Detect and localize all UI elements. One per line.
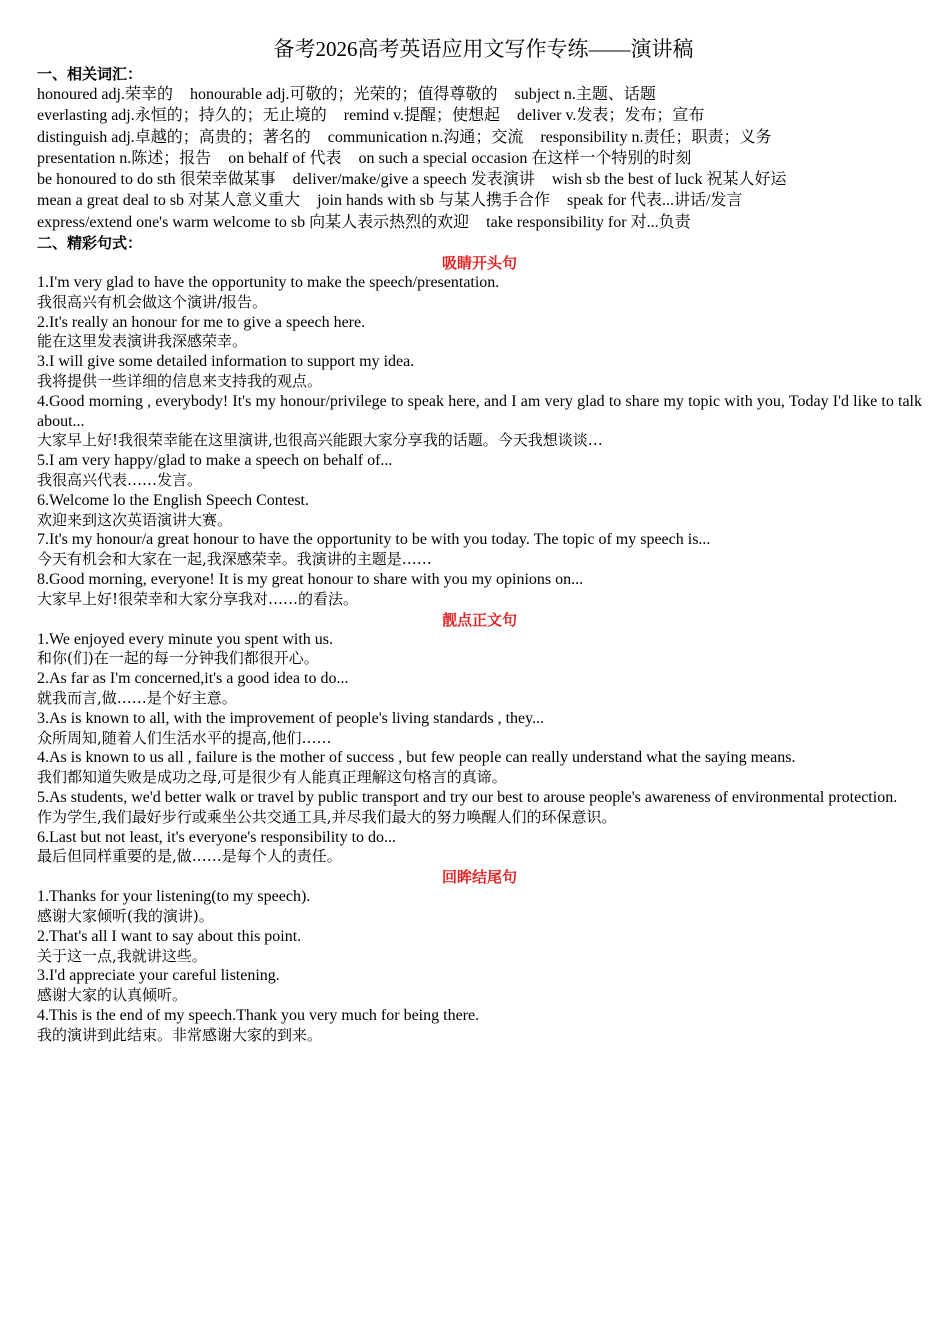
page-title: 备考2026高考英语应用文写作专练——演讲稿 xyxy=(273,37,694,61)
vocab-term: wish sb the best of luck 祝某人好运 xyxy=(551,171,787,189)
vocab-term: everlasting adj.永恒的；持久的；无止境的 xyxy=(37,107,327,125)
vocab-heading: 一、相关词汇： xyxy=(37,65,143,83)
vocab-term: distinguish adj.卓越的；高贵的；著名的 xyxy=(37,128,311,146)
vocab-list xyxy=(37,84,922,233)
chinese-translation: 我很高兴代表……发言。 xyxy=(37,471,203,490)
vocab-term: honoured adj.荣幸的 xyxy=(37,86,173,103)
chinese-translation: 我的演讲到此结束。非常感谢大家的到来。 xyxy=(37,1025,323,1044)
english-sentence: 6.Last but not least, it's everyone's responsibility to do... xyxy=(37,828,397,846)
vocab-term: on behalf of 代表 xyxy=(228,149,342,167)
english-sentence: 3.I will give some detailed information to support my idea. xyxy=(37,353,415,371)
english-sentence: 4.As is known to us all , failure is the mother of success , but few people can really understand what the saying means. xyxy=(37,749,796,767)
chinese-translation: 和你(们)在一起的每一分钟我们都很开心。 xyxy=(37,649,319,668)
vocab-term: be honoured to do sth 很荣幸做某事 xyxy=(37,171,276,189)
english-sentence: 2.As far as I'm concerned,it's a good idea to do... xyxy=(37,670,349,688)
section-subheading: 吸睛开头句 xyxy=(441,254,517,273)
vocab-line xyxy=(37,105,922,126)
vocab-term: responsibility n.责任；职责；义务 xyxy=(540,128,772,146)
chinese-translation: 我将提供一些详细的信息来支持我的观点。 xyxy=(37,372,323,391)
english-sentence: 1.We enjoyed every minute you spent with us. xyxy=(37,630,333,648)
english-sentence: 5.I am very happy/glad to make a speech on behalf of... xyxy=(37,452,393,470)
vocab-line xyxy=(37,84,922,105)
english-sentence: 4.Good morning , everybody! It's my honour/privilege to speak here, and I am very glad to share my topic with you, Today I'd like to talk about... xyxy=(37,392,922,430)
chinese-translation: 感谢大家倾听(我的演讲)。 xyxy=(37,906,214,925)
chinese-translation: 大家早上好!我很荣幸能在这里演讲,也很高兴能跟大家分享我的话题。今天我想谈谈… xyxy=(37,431,603,450)
vocab-line xyxy=(37,190,922,211)
english-sentence: 8.Good morning, everyone! It is my great honour to share with you my opinions on... xyxy=(37,571,584,589)
vocab-line xyxy=(37,127,922,148)
vocab-line xyxy=(37,169,922,190)
vocab-term: communication n.沟通；交流 xyxy=(327,128,524,146)
english-sentence: 1.Thanks for your listening(to my speech). xyxy=(37,888,311,906)
vocab-term: join hands with sb 与某人携手合作 xyxy=(317,192,550,210)
english-sentence: 2.That's all I want to say about this point. xyxy=(37,927,302,945)
vocab-term: take responsibility for 对...负责 xyxy=(486,213,691,231)
english-sentence: 6.Welcome lo the English Speech Contest. xyxy=(37,491,309,509)
section-subheading: 靓点正文句 xyxy=(441,610,517,629)
vocab-term: deliver/make/give a speech 发表演讲 xyxy=(292,171,535,189)
english-sentence: 2.It's really an honour for me to give a speech here. xyxy=(37,313,366,331)
sentence-list xyxy=(37,630,922,868)
chinese-translation: 作为学生,我们最好步行或乘坐公共交通工具,并尽我们最大的努力唤醒人们的环保意识。 xyxy=(37,807,617,826)
section-subheading: 回眸结尾句 xyxy=(441,868,517,887)
vocab-term: on such a special occasion 在这样一个特别的时刻 xyxy=(358,149,692,167)
chinese-translation: 关于这一点,我就讲这些。 xyxy=(37,946,207,965)
vocab-term: express/extend one's warm welcome to sb 向某人表示热烈的欢迎 xyxy=(37,213,470,231)
english-sentence: 3.As is known to all, with the improvement of people's living standards , they... xyxy=(37,709,545,727)
vocab-term: mean a great deal to sb 对某人意义重大 xyxy=(37,192,301,210)
vocab-term: remind v.提醒；使想起 xyxy=(343,107,501,125)
vocab-line xyxy=(37,148,922,169)
vocab-term: deliver v.发表；发布；宣布 xyxy=(517,107,705,125)
english-sentence: 5.As students, we'd better walk or travel by public transport and try our best to arouse people's awareness of environmental protection. xyxy=(37,789,898,806)
chinese-translation: 就我而言,做……是个好主意。 xyxy=(37,689,237,708)
chinese-translation: 感谢大家的认真倾听。 xyxy=(37,986,188,1005)
chinese-translation: 我很高兴有机会做这个演讲/报告。 xyxy=(37,292,268,311)
vocab-term: presentation n.陈述；报告 xyxy=(37,149,212,167)
pattern-sections xyxy=(37,253,922,1045)
chinese-translation: 我们都知道失败是成功之母,可是很少有人能真正理解这句格言的真谛。 xyxy=(37,768,507,787)
vocab-term: speak for 代表...讲话/发言 xyxy=(566,192,743,210)
english-sentence: 3.I'd appreciate your careful listening. xyxy=(37,967,280,985)
english-sentence: 1.I'm very glad to have the opportunity to make the speech/presentation. xyxy=(37,274,500,292)
chinese-translation: 大家早上好!很荣幸和大家分享我对……的看法。 xyxy=(37,589,359,608)
chinese-translation: 众所周知,随着人们生活水平的提高,他们…… xyxy=(37,728,332,747)
vocab-term: subject n.主题、话题 xyxy=(514,86,656,103)
vocab-term: honourable adj.可敬的；光荣的；值得尊敬的 xyxy=(189,86,498,103)
document-page xyxy=(37,34,922,1046)
vocab-line xyxy=(37,212,922,233)
english-sentence: 7.It's my honour/a great honour to have the opportunity to be with you today. The topic of my speech is... xyxy=(37,531,711,549)
chinese-translation: 最后但同样重要的是,做……是每个人的责任。 xyxy=(37,847,342,866)
chinese-translation: 今天有机会和大家在一起,我深感荣幸。我演讲的主题是…… xyxy=(37,550,432,569)
sentence-list xyxy=(37,273,922,610)
chinese-translation: 欢迎来到这次英语演讲大赛。 xyxy=(37,510,233,529)
chinese-translation: 能在这里发表演讲我深感荣幸。 xyxy=(37,332,248,351)
english-sentence: 4.This is the end of my speech.Thank you very much for being there. xyxy=(37,1006,480,1024)
patterns-heading: 二、精彩句式： xyxy=(37,234,143,253)
sentence-list xyxy=(37,887,922,1045)
